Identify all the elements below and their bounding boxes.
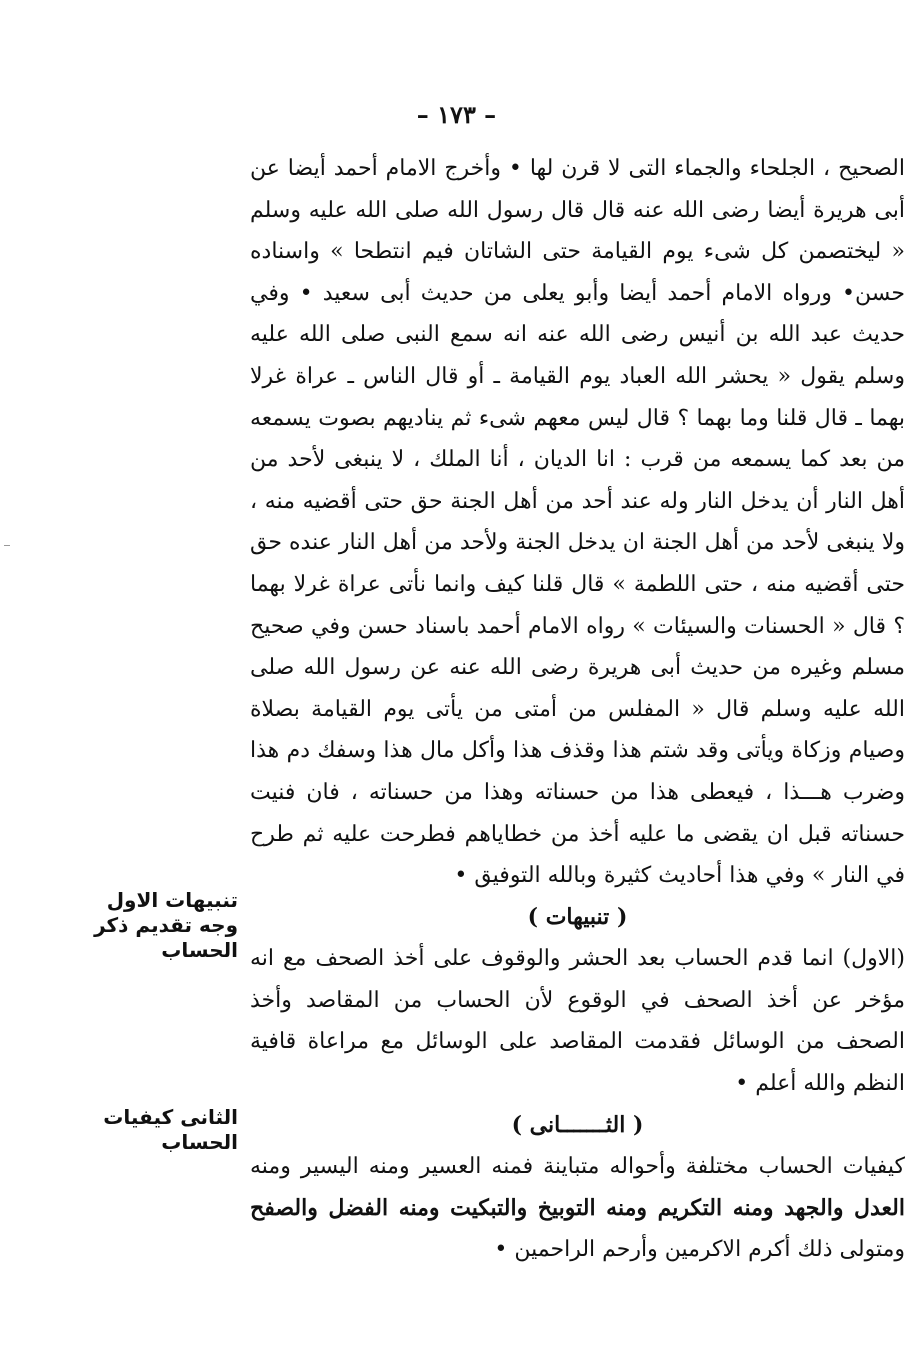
section-2-body-bold: العدل والجهد ومنه التكريم ومنه التوبيخ والتبكيت ومنه الفضل والصفح: [250, 1194, 905, 1221]
scan-mark: [4, 545, 10, 546]
margin-note-1: تنبيهات الاول وجه تقديم ذكر الحساب: [94, 888, 238, 962]
section-2-heading: ( الثـــــــانى ): [511, 1111, 644, 1138]
section-2-body: [250, 1146, 905, 1271]
main-text-column: [250, 148, 905, 1271]
intro-paragraph: الصحيح ، الجلحاء والجماء التى لا قرن لها • وأخرج الامام أحمد أيضا عن أبى هريرة أيضا رضى الله عنه قال قال رسول الله صلى الله عليه وسلم « ليختصمن كل شىء يوم القيامة حتى الشاتان فيم انتطحا » واسناده حسن• ورواه الامام أحمد أيضا وأبو يعلى من حديث أبى سعيد • وفي حديث عبد الله بن أنيس رضى الله عنه انه سمع النبى صلى الله عليه وسلم يقول « يحشر الله العباد يوم القيامة ـ أو قال الناس ـ عراة غرلا بهما ـ قال قلنا وما بهما ؟ قال ليس معهم شىء ثم يناديهم بصوت يسمعه من بعد كما يسمعه من قرب : انا الديان ، أنا الملك ، لا ينبغى لأحد من أهل النار أن يدخل النار وله عند أحد من أهل الجنة حق حتى أقضيه منه ، ولا ينبغى لأحد من أهل الجنة ان يدخل الجنة ولأحد من أهل النار عنده حق حتى أقضيه منه ، حتى اللطمة » قال قلنا كيف وانما نأتى عراة غرلا بهما ؟ قال « الحسنات والسيئات » رواه الامام أحمد باسناد حسن وفي صحيح مسلم وغيره من حديث أبى هريرة رضى الله عنه عن رسول الله صلى الله عليه وسلم قال « المفلس من أمتى من يأتى يوم القيامة بصلاة وصيام وزكاة ويأتى وقد شتم هذا وقذف هذا وأكل مال هذا وسفك دم هذا وضرب هـــذا ، فيعطى هذا من حسناته وهذا من حسناته ، فان فنيت حسناته قبل ان يقضى ما عليه أخذ من خطاياهم فطرحت عليه ثم طرح في النار » وفي هذا أحاديث كثيرة وبالله التوفيق •: [250, 156, 906, 889]
section-1-heading: ( تنبيهات ): [527, 903, 628, 930]
section-1-body: (الاول) انما قدم الحساب بعد الحشر والوقوف على أخذ الصحف مع انه مؤخر عن أخذ الصحف في الوقوع لأن الحساب من المقاصد وأخذ الصحف من الوسائل فقدمت المقاصد على الوسائل مع مراعاة قافية النظم والله أعلم •: [250, 946, 905, 1097]
page-number: – ١٧٣ –: [416, 100, 497, 129]
margin-note-2: الثانى كيفيات الحساب: [103, 1105, 238, 1154]
section-2-body-start: كيفيات الحساب مختلفة وأحواله متباينة فمنه العسير ومنه اليسير ومنه: [250, 1154, 905, 1180]
section-2-body-end: ومتولى ذلك أكرم الاكرمين وأرحم الراحمين •: [494, 1237, 905, 1263]
